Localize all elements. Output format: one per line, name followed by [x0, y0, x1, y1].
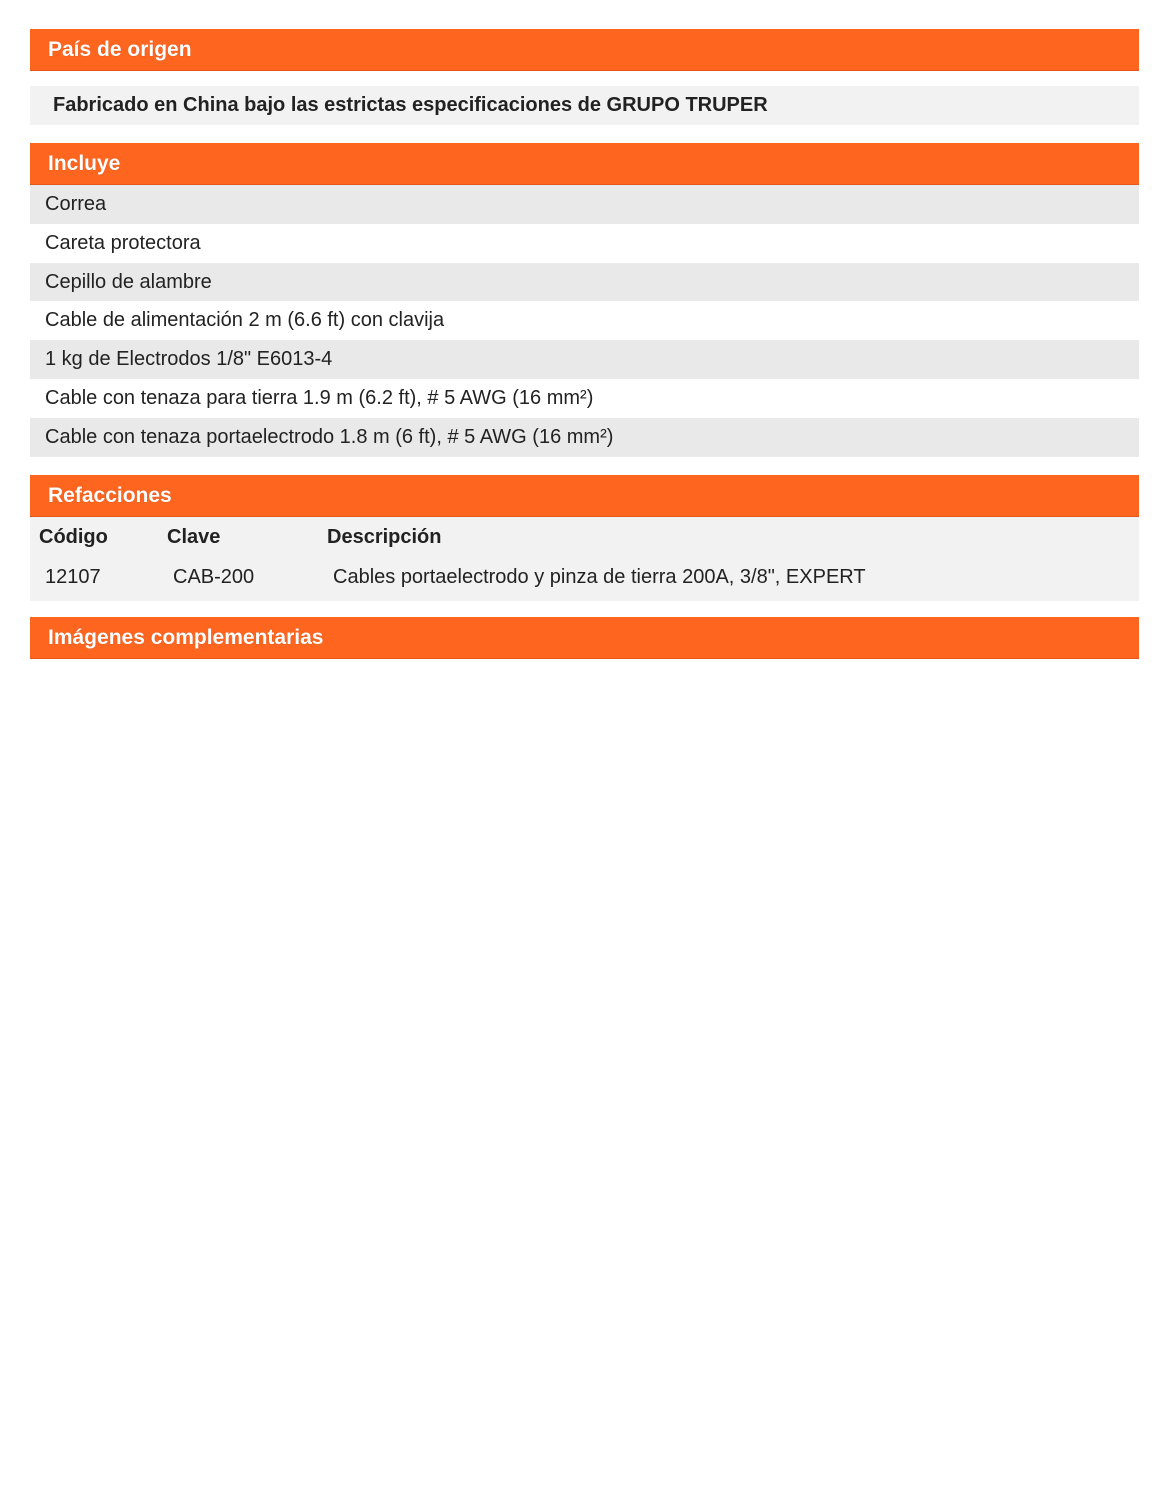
- include-item: Cable con tenaza para tierra 1.9 m (6.2 ft), # 5 AWG (16 mm²): [30, 379, 1139, 418]
- table-header-row: [30, 517, 1139, 559]
- origin-text: Fabricado en China bajo las estrictas especificaciones de GRUPO TRUPER: [30, 86, 1139, 125]
- include-item: Careta protectora: [30, 224, 1139, 263]
- spare-parts-header: Refacciones: [30, 475, 1139, 517]
- images-header: Imágenes complementarias: [30, 617, 1139, 659]
- spare-parts-table: [30, 517, 1139, 597]
- include-item: Cable con tenaza portaelectrodo 1.8 m (6 ft), # 5 AWG (16 mm²): [30, 418, 1139, 457]
- part-code: 12107: [45, 566, 101, 589]
- part-key: CAB-200: [173, 566, 255, 589]
- origin-header: País de origen: [30, 29, 1139, 71]
- include-item: 1 kg de Electrodos 1/8" E6013-4: [30, 340, 1139, 379]
- spec-sheet: [30, 29, 1139, 659]
- include-item: Cable de alimentación 2 m (6.6 ft) con clavija: [30, 301, 1139, 340]
- includes-list: [30, 185, 1139, 457]
- include-item: Cepillo de alambre: [30, 263, 1139, 302]
- column-header-code: Código: [39, 526, 108, 549]
- part-description: Cables portaelectrodo y pinza de tierra 200A, 3/8", EXPERT: [333, 566, 866, 589]
- includes-header: Incluye: [30, 143, 1139, 185]
- column-header-description: Descripción: [327, 526, 442, 549]
- include-item: Correa: [30, 185, 1139, 224]
- column-header-key: Clave: [167, 526, 221, 549]
- table-row: [30, 559, 1139, 597]
